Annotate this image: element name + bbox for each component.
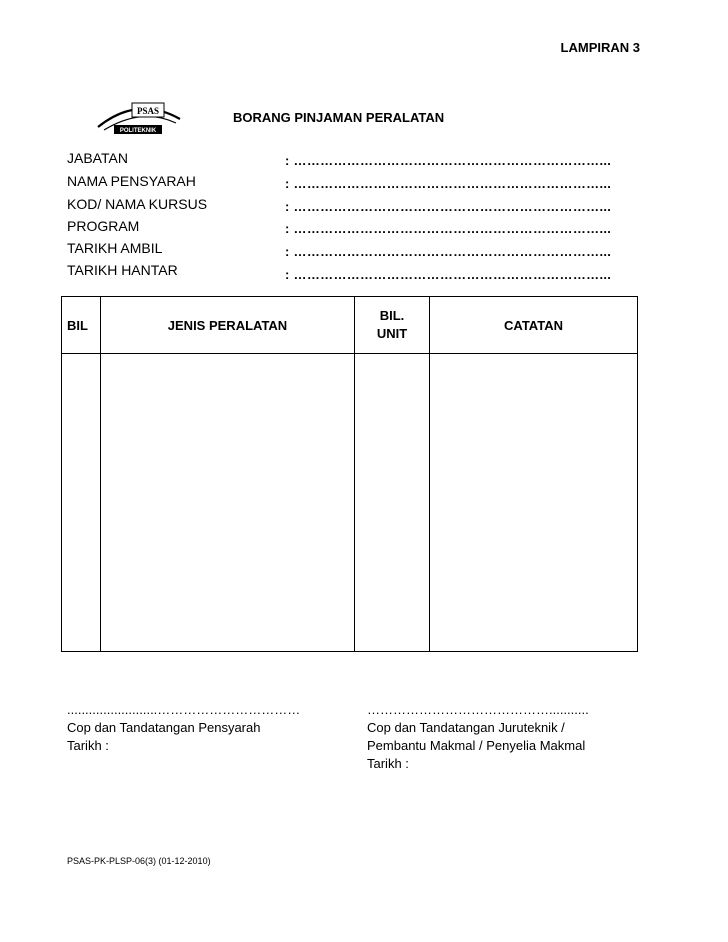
signature-block-technician [367,701,657,773]
signature-caption-technician-line1: Cop dan Tandatangan Juruteknik / [367,720,565,735]
table-header-row [62,297,638,354]
field-label-program: PROGRAM [67,218,140,234]
column-header-jenis-peralatan: JENIS PERALATAN [101,297,355,354]
signature-line-lecturer: .........................…………………………… [67,702,301,717]
field-value-tarikh-hantar: : ……………………………………………………………... [285,267,612,282]
column-header-bil-unit [355,297,430,354]
field-value-nama-pensyarah: : ……………………………………………………………... [285,176,612,191]
appendix-label: LAMPIRAN 3 [560,40,640,55]
signature-caption-lecturer: Cop dan Tandatangan Pensyarah [67,720,261,735]
field-value-jabatan: : ……………………………………………………………... [285,153,612,168]
field-label-nama-pensyarah: NAMA PENSYARAH [67,173,196,189]
polytechnic-logo [92,97,184,139]
logo-subtext: POLITEKNIK [119,128,157,134]
signature-line-technician: ……………………………………........... [367,702,589,717]
signature-date-lecturer: Tarikh : [67,738,109,753]
table-row [62,354,638,652]
field-label-tarikh-hantar: TARIKH HANTAR [67,262,178,278]
table-cell-bil-unit[interactable] [355,354,430,652]
signature-date-technician: Tarikh : [367,756,409,771]
field-value-tarikh-ambil: : ……………………………………………………………... [285,244,612,259]
field-label-kod-nama-kursus: KOD/ NAMA KURSUS [67,196,208,212]
signature-block-lecturer [67,701,347,755]
column-header-catatan: CATATAN [430,297,638,354]
field-value-kod-nama-kursus: : ……………………………………………………………... [285,199,612,214]
field-label-tarikh-ambil: TARIKH AMBIL [67,240,163,256]
form-title: BORANG PINJAMAN PERALATAN [233,110,445,125]
bil-unit-label: BIL. UNIT [376,308,408,341]
equipment-table [61,296,638,652]
field-value-program: : ……………………………………………………………... [285,221,612,236]
table-cell-bil[interactable] [62,354,101,652]
column-header-bil: BIL [62,297,101,354]
document-code: PSAS-PK-PLSP-06(3) (01-12-2010) [67,856,211,866]
logo-text: PSAS [136,106,160,116]
table-cell-catatan[interactable] [430,354,638,652]
signature-caption-technician-line2: Pembantu Makmal / Penyelia Makmal [367,738,586,753]
table-cell-jenis-peralatan[interactable] [101,354,355,652]
field-label-jabatan: JABATAN [67,150,128,166]
